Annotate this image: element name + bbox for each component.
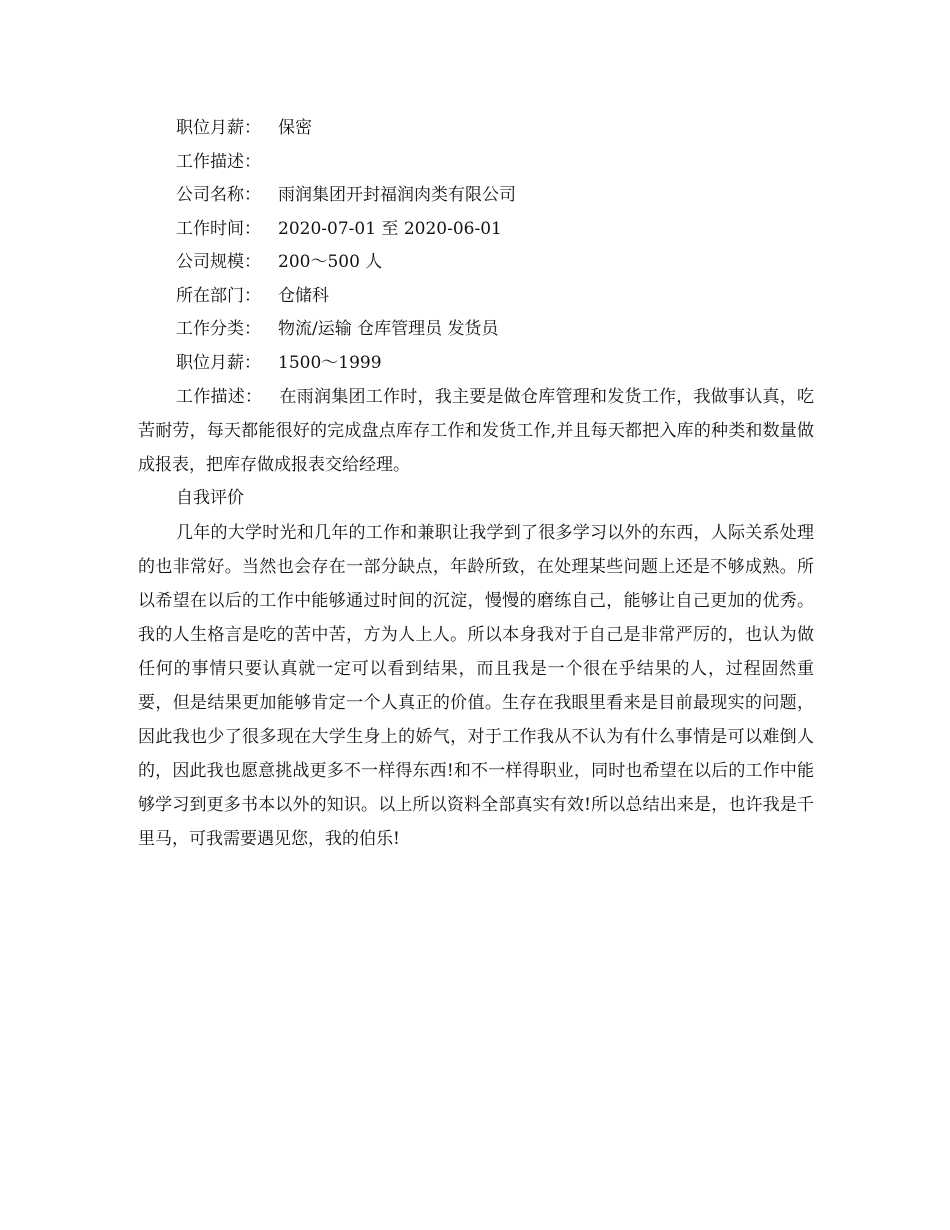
- job2-period-row: [138, 213, 814, 247]
- job1-salary-row: [138, 112, 814, 146]
- job2-size-label: 公司规模：: [176, 252, 261, 272]
- job2-category-label: 工作分类：: [176, 319, 261, 339]
- resume-page: [138, 112, 814, 856]
- job2-desc-label: 工作描述：: [176, 387, 263, 407]
- job2-category-value: 物流/运输 仓库管理员 发货员: [278, 319, 499, 339]
- job2-size-value: 200～500 人: [278, 252, 383, 272]
- job2-dept-value: 仓储科: [278, 285, 329, 306]
- job2-period-label: 工作时间：: [176, 218, 261, 239]
- job2-company-row: [138, 179, 814, 213]
- job2-salary-value: 1500～1999: [278, 352, 382, 373]
- self-eval-heading: 自我评价: [176, 488, 244, 508]
- job2-salary-row: [138, 347, 814, 381]
- job2-category-row: [138, 313, 814, 347]
- job1-desc-label: 工作描述：: [176, 151, 261, 172]
- job2-period-value: 2020-07-01 至 2020-06-01: [278, 218, 502, 239]
- job2-dept-row: [138, 280, 814, 314]
- job2-company-label: 公司名称：: [176, 185, 261, 205]
- job2-description: [138, 380, 814, 482]
- job1-salary-label: 职位月薪：: [176, 118, 261, 138]
- job1-desc-row: [138, 146, 814, 180]
- self-eval-text: 几年的大学时光和几年的工作和兼职让我学到了很多学习以外的东西，人际关系处理的也非常好。当然也会存在一部分缺点，年龄所致，在处理某些问题上还是不够成熟。所以希望在以后的工作中能够通过时间的沉淀，慢慢的磨练自己，能够让自己更加的优秀。我的人生格言是吃的苦中苦，方为人上人。所以本身我对于自己是非常严厉的，也认为做任何的事情只要认真就一定可以看到结果，而且我是一个很在乎结果的人，过程固然重要，但是结果更加能够肯定一个人真正的价值。生存在我眼里看来是目前最现实的问题，因此我也少了很多现在大学生身上的娇气，对于工作我从不认为有什么事情是可以难倒人的，因此我也愿意挑战更多不一样得东西!和不一样得职业，同时也希望在以后的工作中能够学习到更多书本以外的知识。以上所以资料全部真实有效!所以总结出来是，也许我是千里马，可我需要遇见您，我的伯乐!: [138, 522, 814, 849]
- job2-company-value: 雨润集团开封福润肉类有限公司: [278, 185, 516, 205]
- job2-salary-label: 职位月薪：: [176, 352, 261, 373]
- job2-dept-label: 所在部门：: [176, 285, 261, 306]
- job1-salary-value: 保密: [278, 118, 312, 138]
- job2-desc-text: 在雨润集团工作时，我主要是做仓库管理和发货工作，我做事认真，吃苦耐劳，每天都能很好的完成盘点库存工作和发货工作,并且每天都把入库的种类和数量做成报表，把库存做成报表交给经理。: [138, 387, 814, 475]
- job2-size-row: [138, 246, 814, 280]
